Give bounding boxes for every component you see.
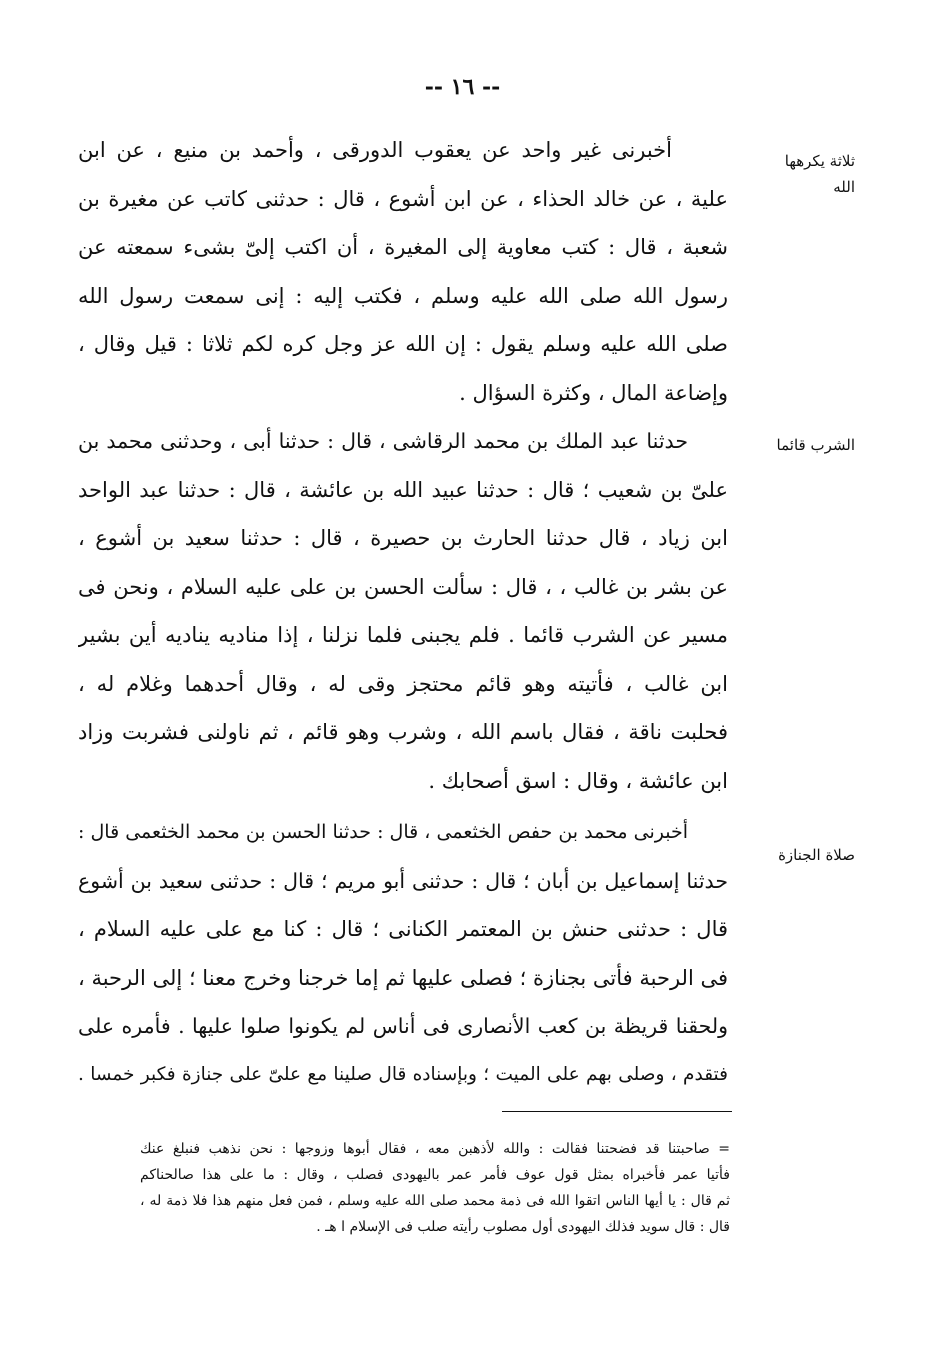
text-line: حدثنا عبد الملك بن محمد الرقاشى ، قال : حدثنا أبى ، وحدثنى محمد بن — [78, 429, 688, 453]
text-line: ولحقنا قريظة بن كعب الأنصارى فى أناس لم يكونوا صلوا عليها . فأمره على — [78, 1014, 728, 1038]
margin-note-line: صلاة الجنازة — [778, 846, 855, 864]
footnote-divider — [502, 1111, 732, 1112]
text-line: قال : حدثنى حنش بن المعتمر الكنانى ؛ قال : كنا مع على عليه السلام ، — [78, 917, 728, 941]
margin-note-line: ثلاثة يكرهها — [784, 152, 855, 170]
text-line: رسول الله صلى الله عليه وسلم ، فكتب إليه : إنى سمعت رسول الله — [78, 283, 728, 308]
footnote-line: ثم قال : يا أيها الناس اتقوا الله فى ذمة محمد صلى الله عليه وسلم ، فمن فعل منهم هذا فلا ذمة له ، — [140, 1193, 730, 1209]
footnotes — [140, 1136, 730, 1240]
paragraph-drinking-standing — [78, 417, 728, 805]
text-line: وإضاعة المال ، وكثرة السؤال . — [459, 380, 728, 405]
margin-note-line: الشرب قائما — [776, 436, 855, 454]
text-line: عن بشر بن غالب ، ، قال : سألت الحسن بن على عليه السلام ، ونحن فى — [78, 574, 728, 599]
text-line: فى الرحبة فأتى بجنازة ؛ فصلى عليها ثم إما خرجنا وخرج معنا ؛ إلى الرحبة ، — [78, 965, 728, 990]
paragraph-funeral-prayer — [78, 808, 728, 1099]
text-line: فتقدم ، وصلى بهم على الميت ؛ وبإسناده قال صلينا مع علىّ على جنازة فكبر خمسا . — [78, 1063, 728, 1085]
page-number: -- ١٦ -- — [424, 74, 501, 100]
text-line: شعبة ، قال : كتب معاوية إلى المغيرة ، أن اكتب إلىّ بشىء سمعته عن — [78, 235, 728, 259]
text-line: ابن غالب ، فأتيته وهو قائم محتجز وقى له ، وقال أحدهما وغلام له ، — [78, 671, 728, 696]
footnote-line: فأتيا عمر فأخبراه بمثل قول عوف فأمر عمر باليهودى فصلب ، وقال : ما على هذا صالحناكم — [140, 1167, 730, 1183]
text-line: حدثنا إسماعيل بن أبان ؛ قال : حدثنى أبو مريم ؛ قال : حدثنى سعيد بن أشوع — [78, 868, 728, 893]
text-line: علية ، عن خالد الحذاء ، عن ابن أشوع ، قال : حدثنى كاتب عن مغيرة بن — [78, 186, 728, 211]
text-line: أخبرنى غير واحد عن يعقوب الدورقى ، وأحمد بن منيع ، عن ابن — [78, 138, 672, 162]
text-line: صلى الله عليه وسلم يقول : إن الله عز وجل كره لكم ثلاثا : قيل وقال ، — [78, 332, 728, 356]
footnote-line: = صاحبتنا قد فضحتنا فقالت : والله لأذهبن معه ، فقال أبوها وزوجها : نحن نذهب فنبلغ عنك — [140, 1141, 730, 1157]
text-line: فحلبت ناقة ، فقال باسم الله ، وشرب وهو قائم ، ثم ناولنى فشربت وزاد — [78, 720, 728, 744]
margin-note-line: الله — [833, 178, 855, 196]
text-line: مسير عن الشرب قائما . فلم يجبنى فلما نزلنا ، إذا مناديه يناديه أين بشير — [78, 623, 728, 647]
text-line: أخبرنى محمد بن حفص الخثعمى ، قال : حدثنا الحسن بن محمد الخثعمى قال : — [78, 821, 688, 843]
footnote-line: قال : قال سويد فذلك اليهودى أول مصلوب رأيته صلب فى الإسلام ا هـ . — [316, 1219, 730, 1235]
text-line: علىّ بن شعيب ؛ قال : حدثنا عبيد الله بن عائشة ، قال : حدثنا عبد الواحد — [78, 477, 728, 502]
paragraph-three-disliked — [78, 126, 728, 417]
margin-note-drinking-standing — [745, 432, 855, 458]
text-line: ابن زياد ، قال حدثنا الحارث بن حصيرة ، قال : حدثنا سعيد بن أشوع ، — [78, 526, 728, 550]
text-line: ابن عائشة ، وقال : اسق أصحابك . — [428, 768, 728, 793]
margin-note-three-disliked — [745, 148, 855, 200]
margin-note-funeral-prayer — [745, 842, 855, 868]
